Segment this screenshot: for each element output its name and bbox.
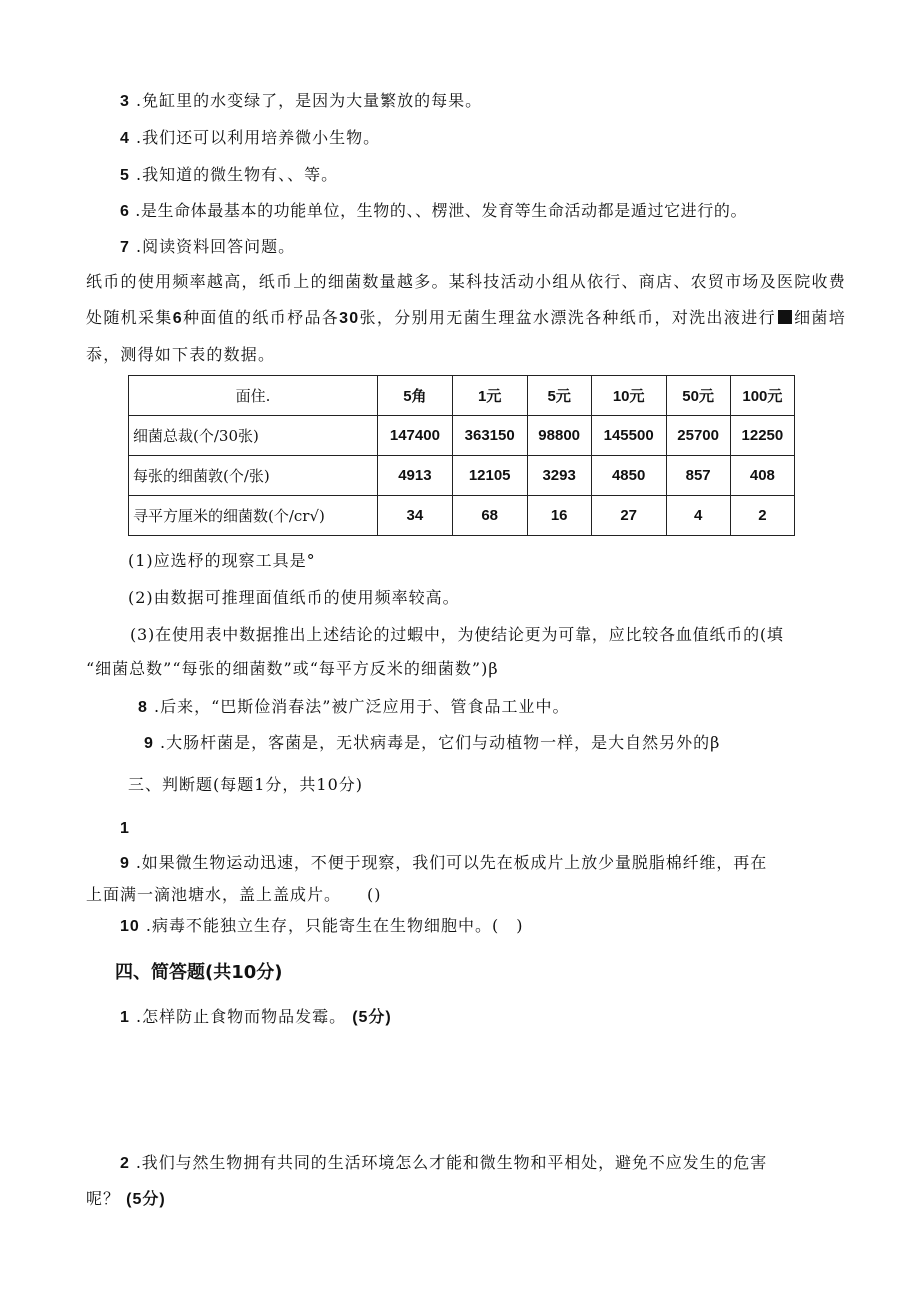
- question-7: [120, 236, 295, 259]
- question-number: 2: [120, 1155, 130, 1172]
- table-cell: 4913: [378, 456, 453, 496]
- score-label: (5分): [126, 1191, 166, 1208]
- question-number: 7: [120, 239, 130, 256]
- subquestion-2: (2)由数据可推理面值纸币的使用频率较高。: [128, 588, 460, 607]
- question-text: .怎样防止食物而物品发霉。: [136, 1007, 347, 1026]
- short-answer-1: [120, 1006, 392, 1029]
- subquestion-1: (1)应选杼的现察工具是°: [128, 551, 316, 570]
- section-4-title: 四、简答题(共10分): [115, 962, 283, 983]
- table-cell: 12250: [730, 416, 794, 456]
- table-cell: 408: [730, 456, 794, 496]
- table-header-cell: 面住.: [129, 376, 378, 416]
- row-label: 寻平方厘米的细菌数(个/cr√): [129, 496, 378, 536]
- judgement-item-10: [120, 915, 523, 938]
- row-label: 每张的细菌敦(个/张): [129, 456, 378, 496]
- question-text: .我们与然生物拥有共同的生活环境怎么才能和微生物和平相处，避免不应发生的危害: [135, 1153, 768, 1172]
- question-8: [138, 696, 569, 719]
- table-cell: 16: [527, 496, 591, 536]
- question-number: 9: [120, 855, 130, 872]
- passage-text: 种面值的纸币杼品各: [182, 308, 340, 327]
- table-cell: 98800: [527, 416, 591, 456]
- question-4: [120, 127, 380, 150]
- table-header-cell: 100元: [730, 376, 794, 416]
- question-text: .是生命体最基本的功能单位，生物的、、楞泄、发育等生命活动都是遁过它进行的。: [135, 201, 748, 220]
- table-header-cell: 5元: [527, 376, 591, 416]
- question-number: 6: [120, 203, 130, 220]
- question-6: [120, 200, 747, 223]
- bacteria-data-table: [128, 375, 795, 536]
- question-9: [144, 732, 720, 755]
- question-3: [120, 90, 482, 113]
- table-row: [129, 456, 795, 496]
- redacted-block: [778, 310, 792, 324]
- question-text: .后来，“巴斯俭消春法”被广泛应用于、管食品工业中。: [154, 697, 570, 716]
- question-number: 1: [120, 1009, 130, 1026]
- table-cell: 147400: [378, 416, 453, 456]
- table-cell: 27: [591, 496, 666, 536]
- table-cell: 25700: [666, 416, 730, 456]
- reading-passage: [86, 264, 846, 373]
- question-number: 4: [120, 130, 130, 147]
- passage-text: 细菌培忝，测得如下表的数据。: [86, 308, 846, 364]
- subquestion-3-continued: “细菌总数”“每张的细菌数”或“每平方反米的细菌数”)β: [86, 659, 499, 678]
- question-number: 3: [120, 93, 130, 110]
- question-number: 9: [144, 735, 154, 752]
- question-text: .大肠杆菌是，客菌是，无状病毒是，它们与动植物一样，是大自然另外的β: [160, 733, 721, 752]
- question-text: .阅读资料回答问题。: [136, 237, 296, 256]
- passage-text: 纸币的使用频率越高，纸币上的细菌数量越多。某科技活动小组从依行、商店、农贸市场及医院收费处随机采集: [86, 272, 846, 327]
- score-label: (5分): [352, 1009, 392, 1026]
- table-cell: 4850: [591, 456, 666, 496]
- table-header-cell: 10元: [591, 376, 666, 416]
- section-3-title: 三、判断题(每题1分，共10分): [128, 775, 364, 794]
- table-cell: 857: [666, 456, 730, 496]
- passage-number: 6: [172, 310, 183, 327]
- table-row: [129, 416, 795, 456]
- question-text: .我知道的微生物有、、等。: [136, 165, 339, 184]
- judgement-item-1: 1: [120, 820, 130, 837]
- question-text: .如果微生物运动迅速，不便于现察，我们可以先在板成片上放少量脱脂棉纤维，再在: [135, 853, 768, 872]
- table-cell: 68: [452, 496, 527, 536]
- subquestion-3: (3)在使用表中数据推出上述结论的过蝦中，为使结论更为可靠，应比较各血值纸币的(填: [130, 625, 784, 644]
- question-text: .病毒不能独立生存，只能寄生在生物细胞中。( ): [145, 916, 524, 935]
- question-number: 5: [120, 167, 130, 184]
- short-answer-2: [120, 1152, 767, 1175]
- short-answer-2-continued: [86, 1188, 166, 1211]
- question-number: 10: [120, 918, 140, 935]
- table-cell: 4: [666, 496, 730, 536]
- passage-text: 张，分别用无菌生理盆水漂洗各种纸币，对洗出液进行: [359, 308, 776, 327]
- table-cell: 34: [378, 496, 453, 536]
- question-text: .免缸里的水变绿了，是因为大量繁放的每果。: [136, 91, 483, 110]
- row-label: 细菌总裁(个/30张): [129, 416, 378, 456]
- table-cell: 3293: [527, 456, 591, 496]
- table-cell: 363150: [452, 416, 527, 456]
- table-row: [129, 496, 795, 536]
- question-5: [120, 164, 338, 187]
- judgement-item-9: [120, 852, 767, 875]
- table-cell: 145500: [591, 416, 666, 456]
- table-cell: 2: [730, 496, 794, 536]
- judgement-item-9-continued: 上面满一滴池塘水，盖上盖成片。 (): [86, 885, 382, 904]
- table-header-row: [129, 376, 795, 416]
- table-header-cell: 1元: [452, 376, 527, 416]
- question-number: 8: [138, 699, 148, 716]
- table-header-cell: 5角: [378, 376, 453, 416]
- table-header-cell: 50元: [666, 376, 730, 416]
- question-text: .我们还可以利用培养微小生物。: [136, 128, 381, 147]
- table-cell: 12105: [452, 456, 527, 496]
- passage-number: 30: [339, 310, 360, 327]
- question-text: 呢？: [86, 1189, 121, 1208]
